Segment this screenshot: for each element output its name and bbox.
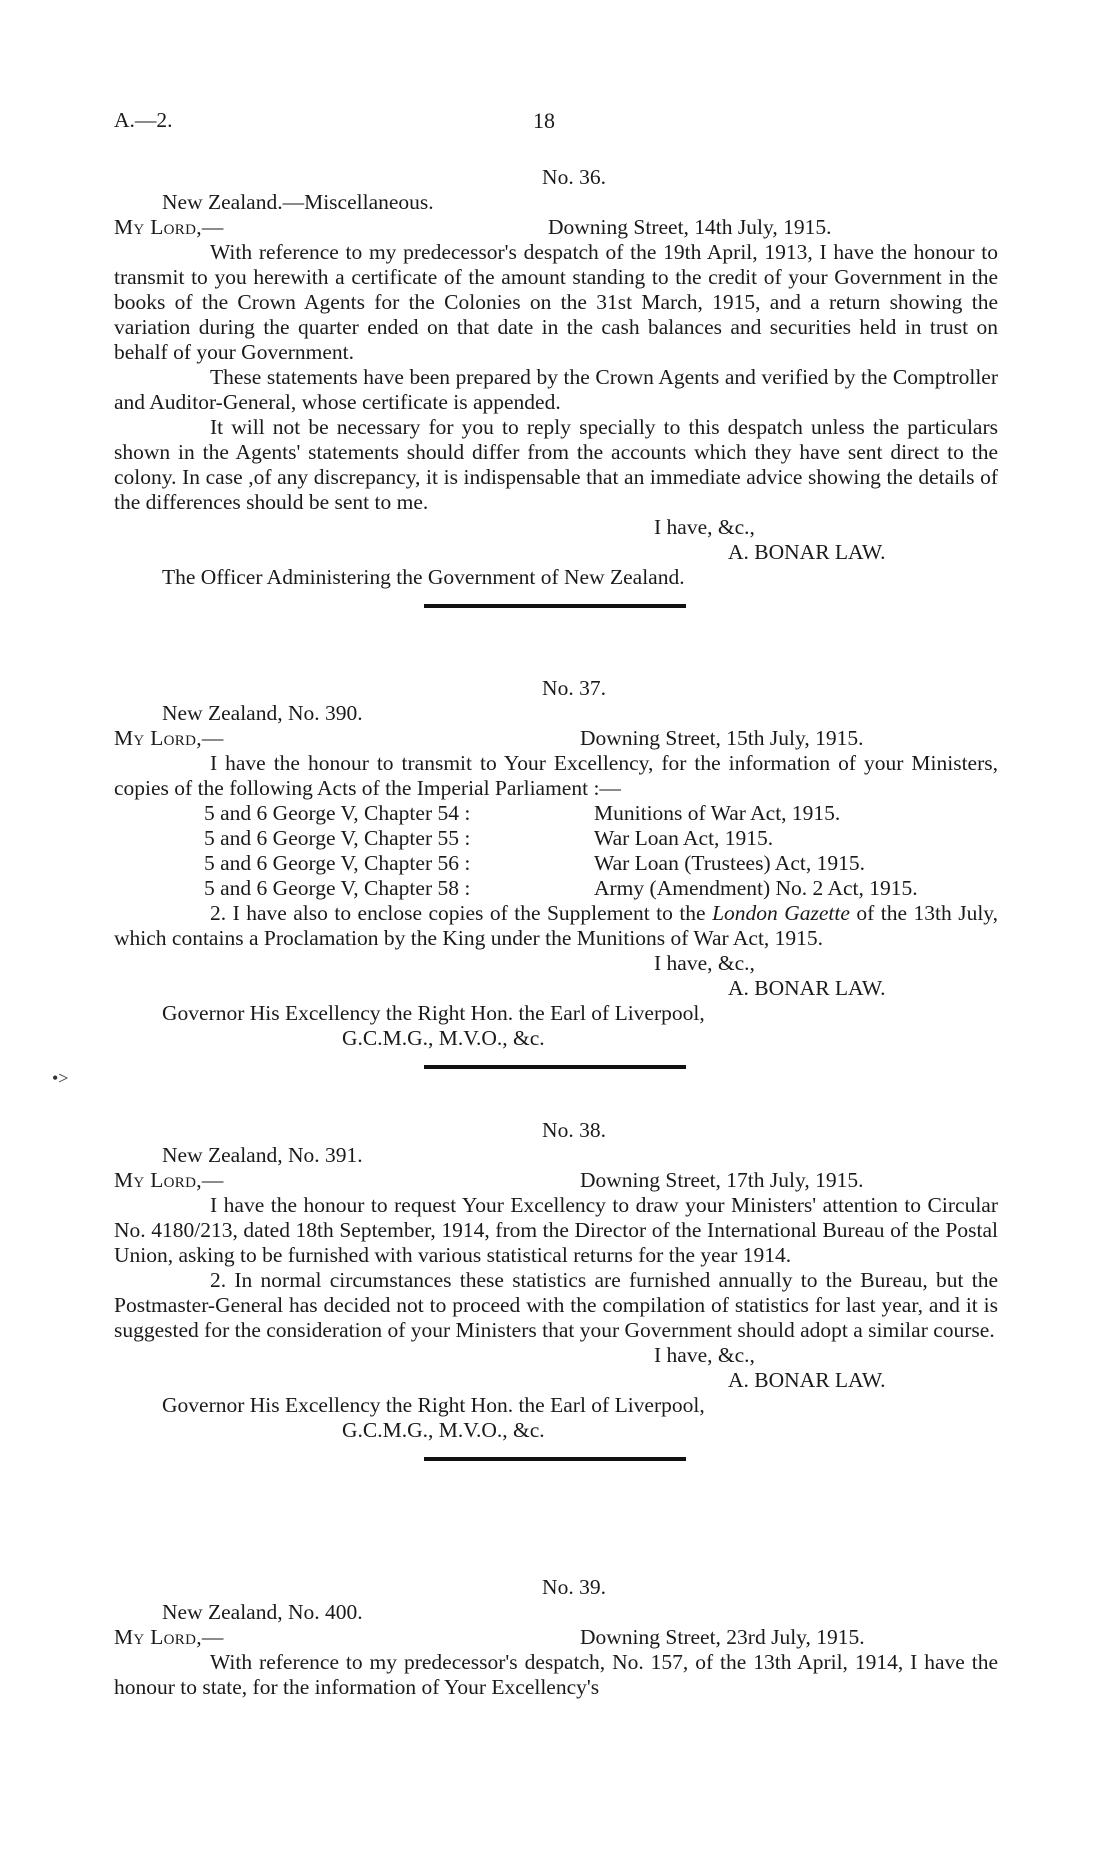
- section-divider: [424, 1065, 686, 1069]
- despatch-reference: New Zealand.—Miscellaneous.: [162, 190, 434, 214]
- despatch-reference: New Zealand, No. 390.: [162, 701, 363, 725]
- paragraph: It will not be necessary for you to reply specially to this despatch unless the particulars shown in the Agents' statements should differ from the accounts which they have sent direct to the colony. In case ,of any discrepancy, it is indispensable that an immediate advice showing the details of the differences should be sent to me.: [114, 415, 998, 514]
- closing: I have, &c.,: [654, 951, 755, 975]
- salutation-line: [114, 726, 998, 751]
- place-date: Downing Street, 15th July, 1915.: [580, 726, 864, 750]
- signature-block: [114, 951, 998, 1001]
- addressee: Governor His Excellency the Right Hon. the Earl of Liverpool,: [162, 1393, 705, 1417]
- act-row: [204, 851, 998, 876]
- act-title: Munitions of War Act, 1915.: [594, 801, 841, 825]
- despatch-number: No. 37.: [542, 676, 606, 700]
- salutation-line: [114, 215, 998, 240]
- act-row: [204, 876, 998, 901]
- signature: A. BONAR LAW.: [728, 976, 886, 1000]
- act-chapter: 5 and 6 George V, Chapter 58 :: [204, 876, 471, 900]
- para2-start: 2. I have also to enclose copies of the Supplement to the: [210, 901, 706, 925]
- place-date: Downing Street, 14th July, 1915.: [548, 215, 832, 239]
- despatch-number: No. 38.: [542, 1118, 606, 1142]
- act-title: War Loan (Trustees) Act, 1915.: [594, 851, 865, 875]
- paragraph: With reference to my predecessor's despatch of the 19th April, 1913, I have the honour to transmit to you herewith a certificate of the amount standing to the credit of your Government in the books of the Crown Agents for the Colonies on the 31st March, 1915, and a return showing the variation during the quarter ended on that date in the cash balances and securities held in trust on behalf of your Government.: [114, 240, 998, 364]
- salutation-line: [114, 1168, 998, 1193]
- act-title: War Loan Act, 1915.: [594, 826, 774, 850]
- paragraph: 2. In normal circumstances these statistics are furnished annually to the Bureau, but the Postmaster-General has decided not to proceed with the compilation of statistics for last year, and it is suggested for the consideration of your Ministers that your Government should adopt a similar course.: [114, 1268, 998, 1342]
- place-date: Downing Street, 23rd July, 1915.: [580, 1625, 865, 1649]
- act-chapter: 5 and 6 George V, Chapter 56 :: [204, 851, 471, 875]
- salutation: My Lord,—: [114, 1168, 224, 1192]
- paragraph: I have the honour to request Your Excellency to draw your Ministers' attention to Circular No. 4180/213, dated 18th September, 1914, from the Director of the International Bureau of the Postal Union, asking to be furnished with various statistical returns for the year 1914.: [114, 1193, 998, 1267]
- paragraph: [114, 901, 998, 951]
- act-row: [204, 801, 998, 826]
- act-row: [204, 826, 998, 851]
- salutation: My Lord,—: [114, 215, 224, 239]
- despatch-reference: New Zealand, No. 391.: [162, 1143, 363, 1167]
- paragraph: These statements have been prepared by the Crown Agents and verified by the Comptroller and Auditor-General, whose certificate is appended.: [114, 365, 998, 414]
- salutation: My Lord,—: [114, 726, 224, 750]
- section-divider: [424, 604, 686, 608]
- addressee-honours: G.C.M.G., M.V.O., &c.: [342, 1026, 545, 1050]
- page-number: 18: [533, 108, 555, 133]
- series-code: A.—2.: [114, 108, 173, 132]
- gazette-title: London Gazette: [712, 901, 850, 925]
- acts-list: [114, 801, 998, 901]
- despatch-number: No. 36.: [542, 165, 606, 189]
- closing-line: [114, 1343, 998, 1368]
- signature: A. BONAR LAW.: [728, 540, 886, 564]
- despatch-reference: New Zealand, No. 400.: [162, 1600, 363, 1624]
- closing: I have, &c.,: [654, 1343, 755, 1367]
- closing: I have, &c.,: [654, 515, 755, 539]
- despatch-37: [114, 676, 998, 1069]
- salutation-line: [114, 1625, 998, 1650]
- despatch-39: [114, 1575, 998, 1700]
- addressee-honours: G.C.M.G., M.V.O., &c.: [342, 1418, 545, 1442]
- salutation: My Lord,—: [114, 1625, 224, 1649]
- act-chapter: 5 and 6 George V, Chapter 55 :: [204, 826, 471, 850]
- section-divider: [424, 1457, 686, 1461]
- despatch-number: No. 39.: [542, 1575, 606, 1599]
- act-title: Army (Amendment) No. 2 Act, 1915.: [594, 876, 918, 900]
- addressee: The Officer Administering the Government of New Zealand.: [162, 565, 685, 589]
- act-chapter: 5 and 6 George V, Chapter 54 :: [204, 801, 471, 825]
- signature: A. BONAR LAW.: [728, 1368, 886, 1392]
- place-date: Downing Street, 17th July, 1915.: [580, 1168, 864, 1192]
- addressee: Governor His Excellency the Right Hon. the Earl of Liverpool,: [162, 1001, 705, 1025]
- margin-mark: •>: [52, 1068, 69, 1088]
- para2-end: of the 13th July, which contains a Proclamation by the King under the Munitions of War Act, 1915.: [114, 901, 999, 950]
- paragraph: I have the honour to transmit to Your Excellency, for the information of your Ministers, copies of the following Acts of the Imperial Parliament :—: [114, 751, 998, 800]
- despatch-38: [114, 1118, 998, 1461]
- despatch-36: [114, 165, 998, 608]
- closing-line: [114, 515, 998, 540]
- paragraph: With reference to my predecessor's despatch, No. 157, of the 13th April, 1914, I have the honour to state, for the information of Your Excellency's: [114, 1650, 998, 1699]
